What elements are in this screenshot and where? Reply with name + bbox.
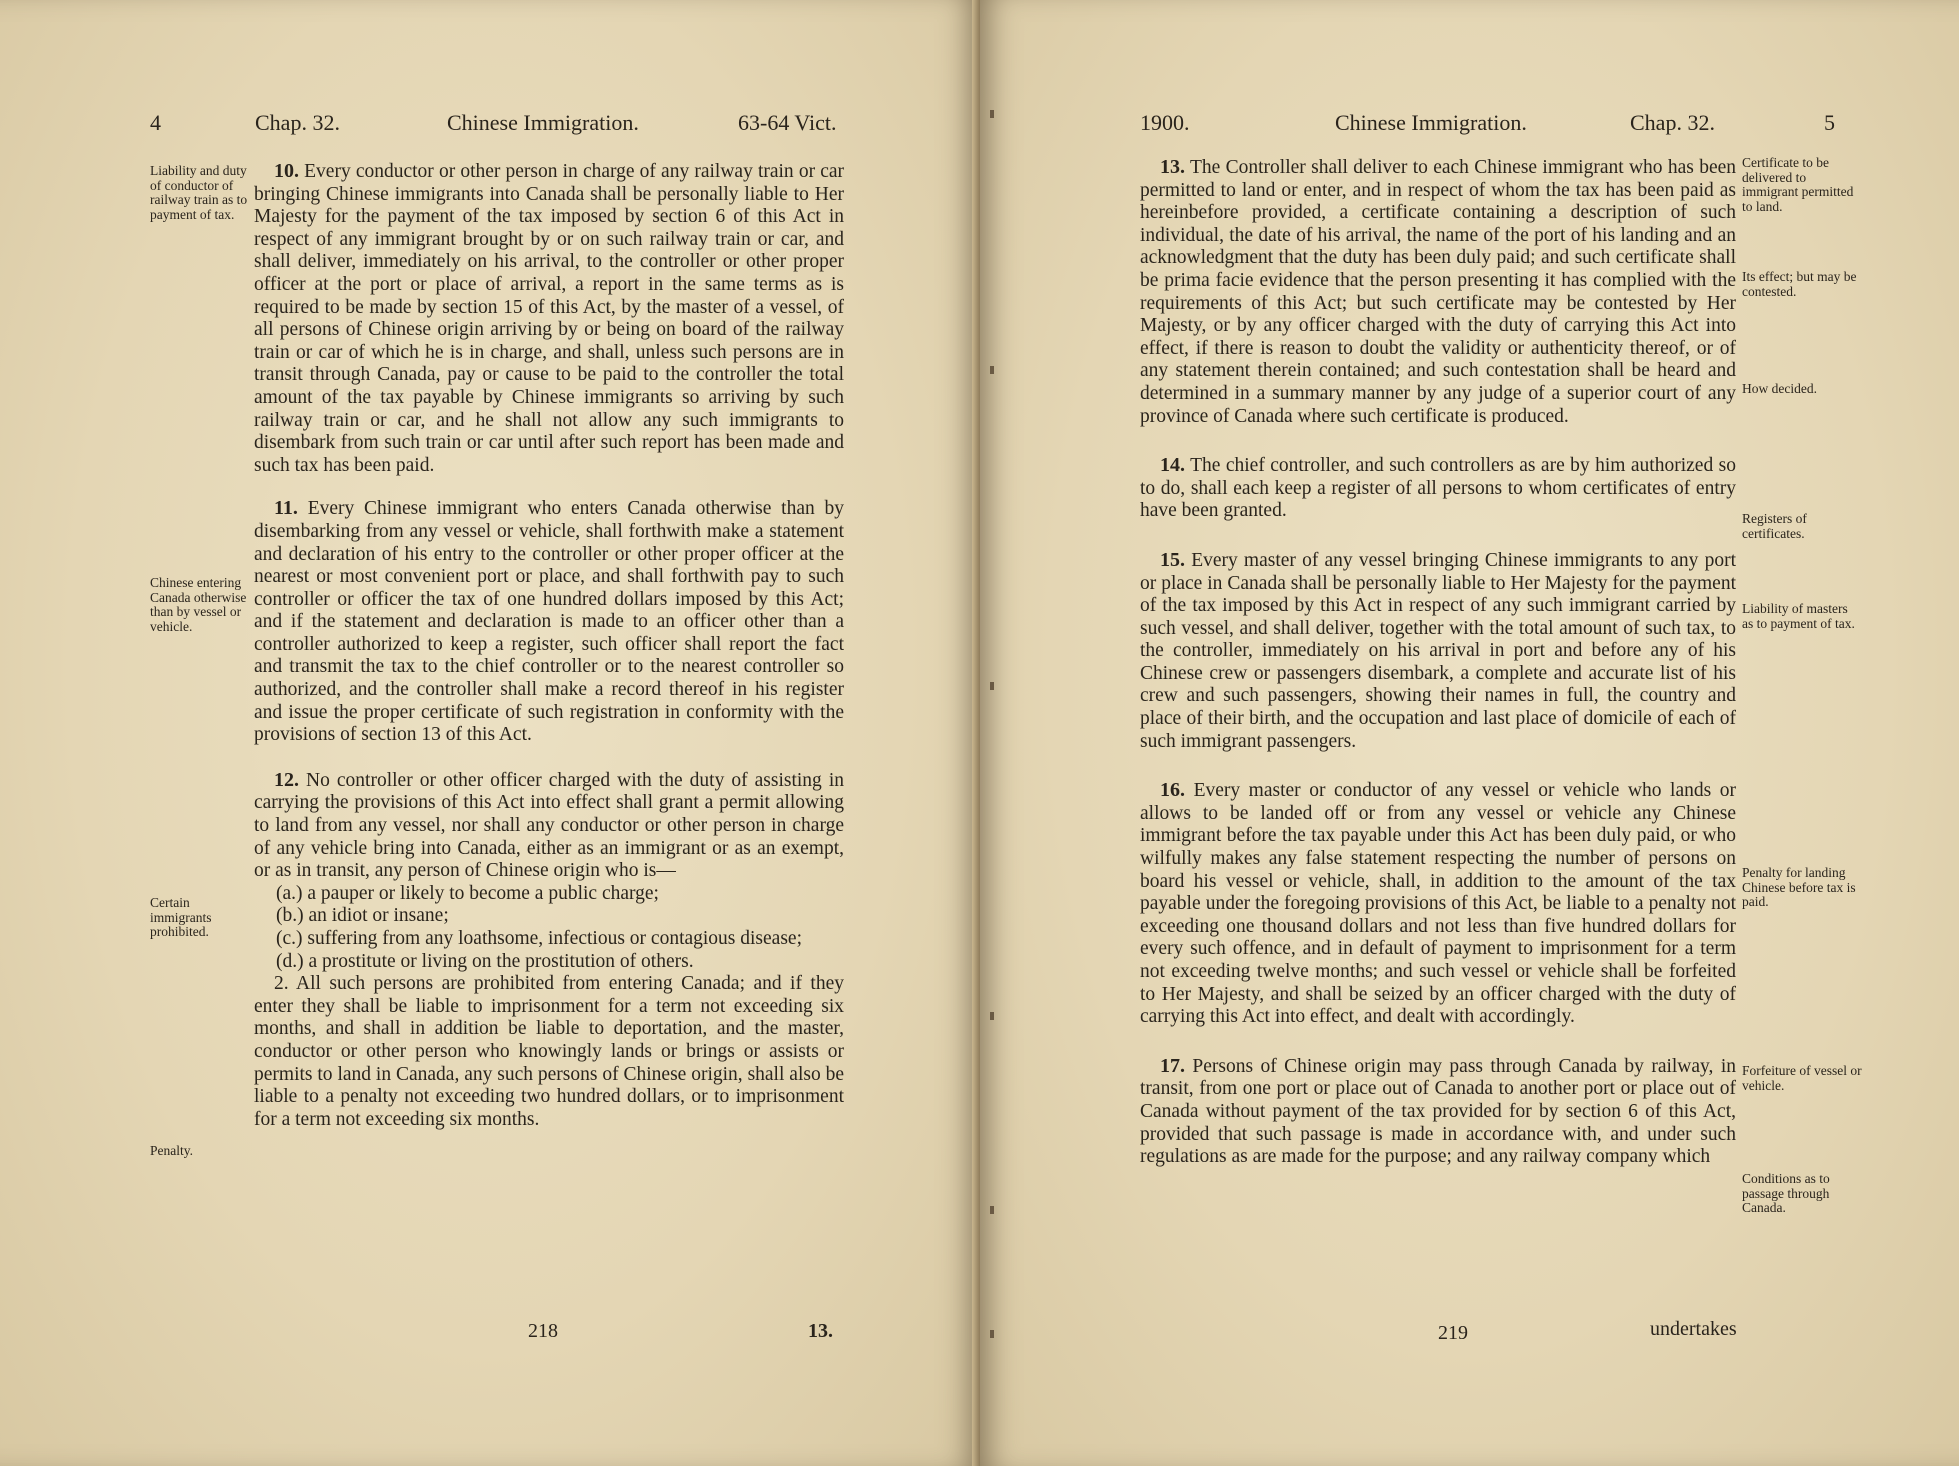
section-13 bbox=[1140, 156, 1736, 428]
margin-note-forfeiture: Forfeiture of vessel or vehicle. bbox=[1742, 1063, 1862, 1093]
item-b: (b.) an idiot or insane; bbox=[276, 905, 449, 927]
left-regnal-year: 63-64 Vict. bbox=[738, 110, 837, 135]
section-12 bbox=[254, 769, 844, 883]
right-page bbox=[980, 0, 1959, 1466]
right-chapter-heading: Chap. 32. bbox=[1630, 110, 1715, 135]
section-11 bbox=[254, 497, 844, 747]
section-17-text: Persons of Chinese origin may pass through Canada by railway, in transit, from one port or place out of Canada to another port or place out of Canada without payment of the tax provided for by section 6 of this Act, provided that such passage is made in accordance with, and under such regulations as are made for the purpose; and any railway company which bbox=[1140, 1055, 1736, 1168]
section-15 bbox=[1140, 549, 1736, 753]
stitch-mark bbox=[990, 110, 994, 118]
left-page bbox=[0, 0, 978, 1466]
section-10-text: Every conductor or other person in charge of any railway train or car bringing Chinese immigrants into Canada shall be personally liable to Her Majesty for the payment of the tax imposed by section 6 of this Act in respect of any immigrant brought by or on such railway train or car, and shall deliver, immediately on his arrival, to the controller or other proper officer at the port or place of arrival, a report in the same terms as is required to be made by section 15 of this Act, by the master of a vessel, of all persons of Chinese origin arriving by or being on board of the railway train or car of which he is in charge, and shall, unless such persons are in transit through Canada, pay or cause to be paid to the controller the total amount of the tax payable by Chinese immigrants so arriving by such railway train or car, and he shall not allow any such immigrants to disembark from such train or car until after such report has been made and such tax has been paid. bbox=[254, 161, 844, 476]
section-12-text: No controller or other officer charged with the duty of assisting in carrying the provisions of this Act into effect shall grant a permit allowing to land from any vessel, nor shall any conductor or other person in charge of any vehicle bring into Canada, either as an immigrant or as an exempt, or as in transit, any person of Chinese origin who is— bbox=[254, 769, 844, 882]
margin-note-how-decided: How decided. bbox=[1742, 381, 1817, 396]
stitch-mark bbox=[990, 1206, 994, 1214]
section-12-items bbox=[254, 883, 844, 973]
item-d: (d.) a prostitute or living on the prostitution of others. bbox=[276, 950, 694, 972]
section-11-text: Every Chinese immigrant who enters Canada otherwise than by disembarking from any vessel or vehicle, shall forthwith make a statement and declaration of his entry to the controller or other proper officer at the nearest or most convenient port or place, and shall forthwith pay to such controller or officer the tax of one hundred dollars imposed by this Act; and if the statement and declaration is made to an officer other than a controller authorized to keep a register, such officer shall report the fact and transmit the tax to the chief controller or to the nearest controller so authorized, and the controller shall make a record thereof in his register and issue the proper certificate of such registration in conformity with the provisions of section 13 of this Act. bbox=[254, 498, 844, 746]
margin-note-certificate: Certificate to be delivered to immigrant permitted to land. bbox=[1742, 155, 1854, 214]
right-body bbox=[1140, 156, 1736, 1169]
right-year: 1900. bbox=[1140, 110, 1190, 135]
right-page-number: 5 bbox=[1824, 110, 1835, 135]
left-catchword: 13. bbox=[808, 1320, 833, 1342]
section-14-text: The chief controller, and such controllers as are by him authorized so to do, shall each keep a register of all persons to whom certificates of entry have been granted. bbox=[1140, 455, 1736, 522]
left-folio: 218 bbox=[528, 1320, 558, 1342]
section-13-text: The Controller shall deliver to each Chinese immigrant who has been permitted to land or enter, and in respect of whom the tax has been paid as hereinbefore provided, a certificate containing a description of such individual, the date of his arrival, the name of the port of his landing and an acknowledgment that the duty has been duly paid; and such certificate shall be prima facie evidence that the person presenting it has complied with the requirements of this Act; but such certificate may be contested by Her Majesty, or by any officer charged with the duty of carrying this Act into effect, if there is reason to doubt the validity or authenticity thereof, or of any statement therein contained; and such contestation shall be heard and determined in a summary manner by any judge of a superior court of any province of Canada where such certificate is produced. bbox=[1140, 157, 1737, 427]
margin-note-its-effect: Its effect; but may be contested. bbox=[1742, 269, 1857, 299]
section-10 bbox=[254, 160, 844, 477]
margin-note-chinese-entering: Chinese entering Canada otherwise than by vessel or vehicle. bbox=[150, 575, 247, 634]
margin-note-penalty: Penalty. bbox=[150, 1143, 193, 1158]
margin-note-liability-conductor: Liability and duty of conductor of railway train as to payment of tax. bbox=[150, 163, 248, 222]
section-14-number: 14. bbox=[1160, 454, 1185, 477]
margin-note-penalty-landing: Penalty for landing Chinese before tax is paid. bbox=[1742, 865, 1856, 909]
section-17 bbox=[1140, 1055, 1736, 1169]
margin-note-liability-masters: Liability of masters as to payment of tax. bbox=[1742, 601, 1855, 631]
section-12-subsection-2: 2. All such persons are prohibited from entering Canada; and if they enter they shall be liable to imprisonment for a term not exceeding six months, and shall in addition be liable to deportation, and the master, conductor or other person who knowingly lands or brings or assists or permits to land in Canada, any such persons of Chinese origin, shall also be liable to a penalty not exceeding two hundred dollars, or to imprisonment for a term not exceeding six months. bbox=[254, 973, 844, 1130]
section-10-number: 10. bbox=[274, 160, 299, 182]
margin-note-registers: Registers of certificates. bbox=[1742, 511, 1807, 541]
item-a: (a.) a pauper or likely to become a public charge; bbox=[276, 882, 659, 904]
left-chapter-heading: Chap. 32. bbox=[255, 110, 340, 135]
margin-note-conditions-passage: Conditions as to passage through Canada. bbox=[1742, 1171, 1830, 1215]
margin-note-prohibited: Certain immigrants prohibited. bbox=[150, 895, 212, 939]
stitch-mark bbox=[990, 366, 994, 374]
stitch-mark bbox=[990, 1012, 994, 1020]
section-13-number: 13. bbox=[1160, 156, 1185, 178]
section-16 bbox=[1140, 779, 1736, 1029]
right-running-title: Chinese Immigration. bbox=[1335, 110, 1527, 135]
section-16-text: Every master or conductor of any vessel or vehicle who lands or allows to be landed off or from any vessel or vehicle any Chinese immigrant before the tax payable under this Act has been duly paid, or who wilfully makes any false statement respecting the number of persons on board his vessel or vehicle, shall, in addition to the amount of the tax payable under the foregoing provisions of this Act, be liable to a penalty not exceeding one thousand dollars and not less than five hundred dollars for every such offence, and in default of payment to imprisonment for a term not exceeding twelve months; and such vessel or vehicle shall be forfeited to Her Majesty, and shall be seized by an officer charged with the duty of carrying this Act into effect, and dealt with accordingly. bbox=[1140, 780, 1737, 1028]
section-17-number: 17. bbox=[1160, 1054, 1185, 1077]
section-11-number: 11. bbox=[274, 497, 298, 520]
section-15-text: Every master of any vessel bringing Chinese immigrants to any port or place in Canada shall be personally liable to Her Majesty for the payment of the tax imposed by this Act in respect of any such immigrant carried by such vessel, and shall deliver, together with the total amount of such tax, to the controller, immediately on his arrival in port and before any of his Chinese crew or passengers disembark, a complete and accurate list of his crew and such passengers, showing their names in full, the country and place of their birth, and the occupation and last place of domicile of each of such immigrant passengers. bbox=[1140, 549, 1737, 752]
right-catchword: undertakes bbox=[1650, 1318, 1737, 1340]
stitch-mark bbox=[990, 1330, 994, 1338]
section-14 bbox=[1140, 454, 1736, 523]
left-running-title: Chinese Immigration. bbox=[447, 110, 639, 135]
section-15-number: 15. bbox=[1160, 548, 1185, 571]
right-folio: 219 bbox=[1438, 1322, 1468, 1344]
left-body bbox=[254, 160, 844, 1131]
item-c: (c.) suffering from any loathsome, infectious or contagious disease; bbox=[276, 928, 802, 949]
left-page-number: 4 bbox=[150, 110, 161, 135]
section-12-number: 12. bbox=[274, 768, 299, 791]
stitch-mark bbox=[990, 682, 994, 690]
section-16-number: 16. bbox=[1160, 779, 1185, 802]
